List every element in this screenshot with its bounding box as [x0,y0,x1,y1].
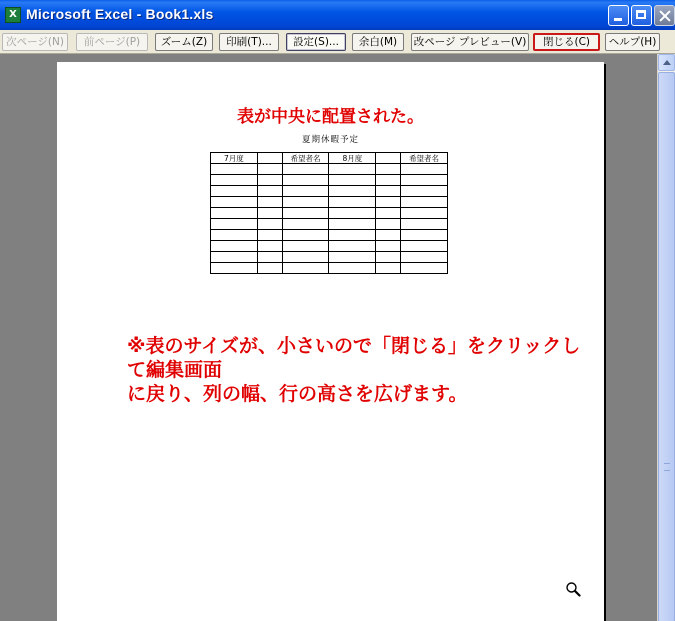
table-cell [211,186,258,197]
table-row [211,197,448,208]
table-cell [211,230,258,241]
table-cell [401,208,448,219]
close-window-button[interactable] [654,5,675,26]
header-blank-1 [257,153,282,164]
table-cell [211,175,258,186]
table-cell [257,241,282,252]
table-cell [282,186,329,197]
table-row [211,175,448,186]
table-cell [376,164,401,175]
table-cell [376,230,401,241]
table-cell [282,252,329,263]
table-cell [282,175,329,186]
header-august: 8月度 [329,153,376,164]
table-cell [376,175,401,186]
table-cell [282,263,329,274]
instruction-note [127,334,587,406]
print-button[interactable]: 印刷(T)... [219,33,279,51]
table-cell [282,197,329,208]
table-cell [376,186,401,197]
table-cell [257,230,282,241]
table-row [211,263,448,274]
table-body [211,164,448,274]
table-cell [401,164,448,175]
table-cell [329,219,376,230]
page-setup-button[interactable]: 設定(S)... [286,33,346,51]
table-header-row [211,153,448,164]
table-cell [257,186,282,197]
table-cell [257,164,282,175]
page-break-preview-button[interactable]: 改ページ プレビュー(V) [411,33,529,51]
vacation-schedule-table [210,152,448,274]
instruction-note-line-2: に戻り、列の幅、行の高さを広げます。 [127,383,468,405]
table-cell [282,164,329,175]
table-cell [329,230,376,241]
table-cell [401,230,448,241]
table-cell [211,263,258,274]
table-cell [329,263,376,274]
centered-message: 表が中央に配置された。 [237,107,424,127]
vertical-scrollbar[interactable] [657,54,675,621]
table-cell [401,186,448,197]
table-cell [329,186,376,197]
close-preview-button[interactable]: 閉じる(C) [533,33,600,51]
table-cell [211,208,258,219]
table-cell [257,263,282,274]
table-cell [257,208,282,219]
table-cell [376,252,401,263]
table-cell [257,197,282,208]
table-cell [282,219,329,230]
table-cell [401,241,448,252]
table-cell [329,164,376,175]
table-cell [329,175,376,186]
table-cell [282,230,329,241]
table-row [211,252,448,263]
zoom-button[interactable]: ズーム(Z) [155,33,213,51]
table-cell [376,197,401,208]
table-cell [257,175,282,186]
table-cell [376,219,401,230]
table-cell [211,252,258,263]
table-cell [376,263,401,274]
table-cell [401,175,448,186]
prev-page-button[interactable]: 前ページ(P) [76,33,148,51]
table-cell [329,208,376,219]
window-title: Microsoft Excel - Book1.xls [26,6,214,22]
table-cell [257,219,282,230]
instruction-note-line-1: ※表のサイズが、小さいので「閉じる」をクリックして編集画面 [127,335,581,381]
table-cell [376,208,401,219]
table-cell [329,252,376,263]
title-bar [0,0,675,30]
scrollbar-thumb[interactable] [658,72,675,621]
table-cell [401,197,448,208]
table-cell [282,241,329,252]
table-row [211,164,448,175]
table-cell [211,241,258,252]
table-cell [329,241,376,252]
table-cell [401,263,448,274]
maximize-button[interactable] [631,5,652,26]
table-cell [401,252,448,263]
preview-page[interactable] [57,62,604,621]
header-applicant-2: 希望者名 [401,153,448,164]
table-cell [282,208,329,219]
excel-app-icon[interactable]: X [5,7,21,23]
next-page-button[interactable]: 次ページ(N) [2,33,68,51]
table-row [211,230,448,241]
magnifier-icon [565,581,581,597]
print-preview-toolbar [0,30,675,54]
sheet-title: 夏期休暇予定 [301,135,359,145]
margins-button[interactable]: 余白(M) [352,33,404,51]
header-blank-2 [376,153,401,164]
header-july: 7月度 [211,153,258,164]
scroll-up-arrow-icon[interactable] [658,54,675,71]
table-cell [401,219,448,230]
table-cell [257,252,282,263]
table-row [211,208,448,219]
header-applicant-1: 希望者名 [282,153,329,164]
table-row [211,186,448,197]
help-button[interactable]: ヘルプ(H) [605,33,660,51]
table-cell [376,241,401,252]
preview-workspace [0,54,657,621]
table-row [211,219,448,230]
table-cell [211,164,258,175]
table-cell [211,197,258,208]
table-cell [211,219,258,230]
table-row [211,241,448,252]
minimize-button[interactable] [608,5,629,26]
table-cell [329,197,376,208]
